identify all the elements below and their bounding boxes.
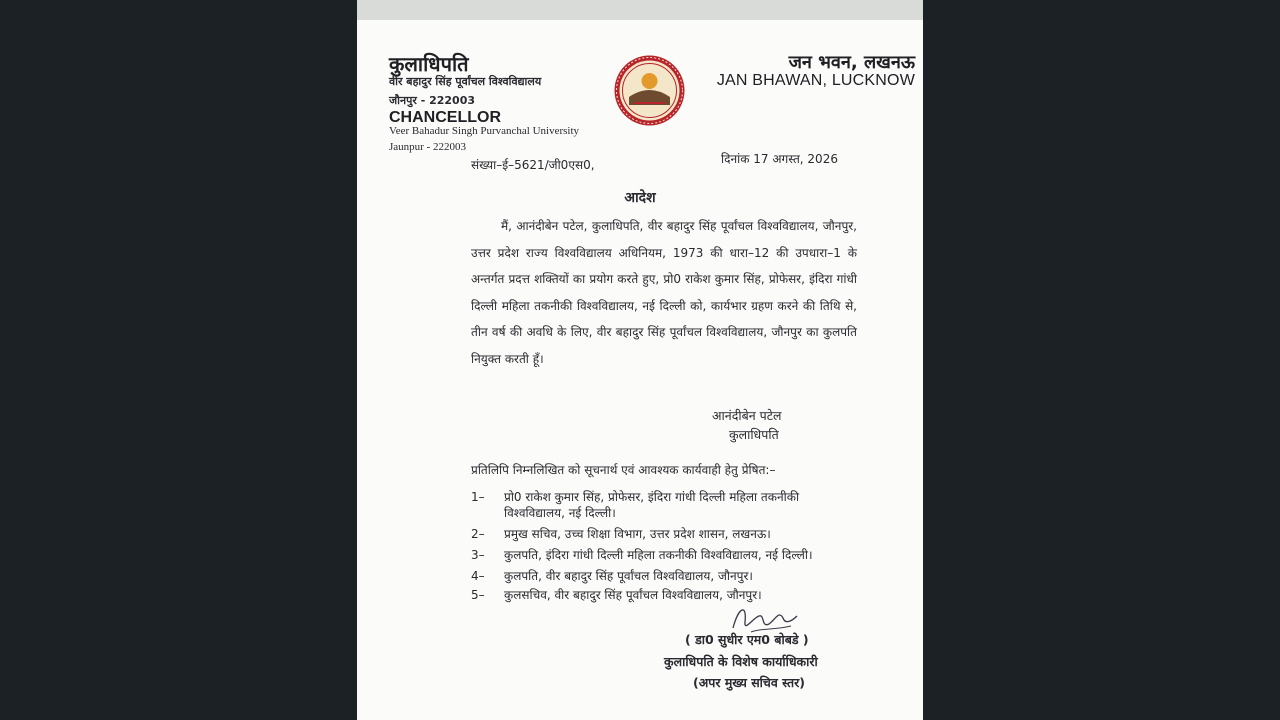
chancellor-title-english: CHANCELLOR [389,109,501,126]
university-emblem-icon [612,53,687,128]
list-item-text: कुलपति, इंदिरा गांधी दिल्ली महिला तकनीकी विश्वविद्यालय, नई दिल्ली। [504,548,813,562]
list-item [471,526,857,542]
list-item-number: 3– [471,548,485,562]
list-item-text: प्रमुख सचिव, उच्च शिक्षा विभाग, उत्तर प्रदेश शासन, लखनऊ। [504,527,771,541]
university-city-english: Jaunpur - 222003 [389,141,466,153]
copy-intro: प्रतिलिपि निम्नलिखित को सूचनार्थ एवं आवश्यक कार्यवाही हेतु प्रेषित:– [471,463,776,477]
jan-bhawan-hindi: जन भवन, लखनऊ [788,52,915,73]
list-item-number: 1– [471,490,485,504]
list-item [471,489,857,521]
list-item-number: 5– [471,588,485,602]
jan-bhawan-english: JAN BHAWAN, LUCKNOW [716,72,915,89]
top-strip [357,0,923,20]
chancellor-title-hindi: कुलाधिपति [389,52,469,76]
signatory-title: कुलाधिपति [729,427,779,442]
list-item [471,547,857,563]
officer-name: ( डा0 सुधीर एम0 बोबडे ) [685,632,809,647]
order-title: आदेश [624,190,656,206]
university-name-hindi: वीर बहादुर सिंह पूर्वांचल विश्वविद्यालय [389,75,542,88]
reference-number: संख्या–ई–5621/जी0एस0, [471,158,595,172]
officer-designation: कुलाधिपति के विशेष कार्याधिकारी [664,654,818,669]
order-body: मैं, आनंदीबेन पटेल, कुलाधिपति, वीर बहादुर सिंह पूर्वांचल विश्वविद्यालय, जौनपुर, उत्तर प्रदेश राज्य विश्वविद्यालय अधिनियम, 1973 की धारा–12 की उपधारा–1 के अन्तर्गत प्रदत्त शक्तियों का प्रयोग करते हुए, प्रो0 राकेश कुमार सिंह, प्रोफेसर, इंदिरा गांधी दिल्ली महिला तकनीकी विश्वविद्यालय, नई दिल्ली को, कार्यभार ग्रहण करने की तिथि से, तीन वर्ष की अवधि के लिए, वीर बहादुर सिंह पूर्वांचल विश्वविद्यालय, जौनपुर का कुलपति नियुक्त करती हूँ। [471,219,857,366]
list-item-number: 4– [471,569,485,583]
university-city-hindi: जौनपुर - 222003 [389,94,476,107]
list-item-number: 2– [471,527,485,541]
list-item-text: कुलसचिव, वीर बहादुर सिंह पूर्वांचल विश्वविद्यालय, जौनपुर। [504,588,762,602]
list-item-text: कुलपति, वीर बहादुर सिंह पूर्वांचल विश्वविद्यालय, जौनपुर। [504,569,753,583]
officer-rank: (अपर मुख्य सचिव स्तर) [693,675,805,690]
order-date: दिनांक 17 अगस्त, 2026 [721,152,838,166]
university-name-english: Veer Bahadur Singh Purvanchal University [389,125,580,137]
list-item-text: प्रो0 राकेश कुमार सिंह, प्रोफेसर, इंदिरा गांधी दिल्ली महिला तकनीकी विश्वविद्यालय, नई दिल्ली। [504,490,800,520]
document-page [357,20,923,720]
copy-list [471,489,857,606]
signatory-name: आनंदीबेन पटेल [712,408,782,423]
list-item [471,568,857,584]
